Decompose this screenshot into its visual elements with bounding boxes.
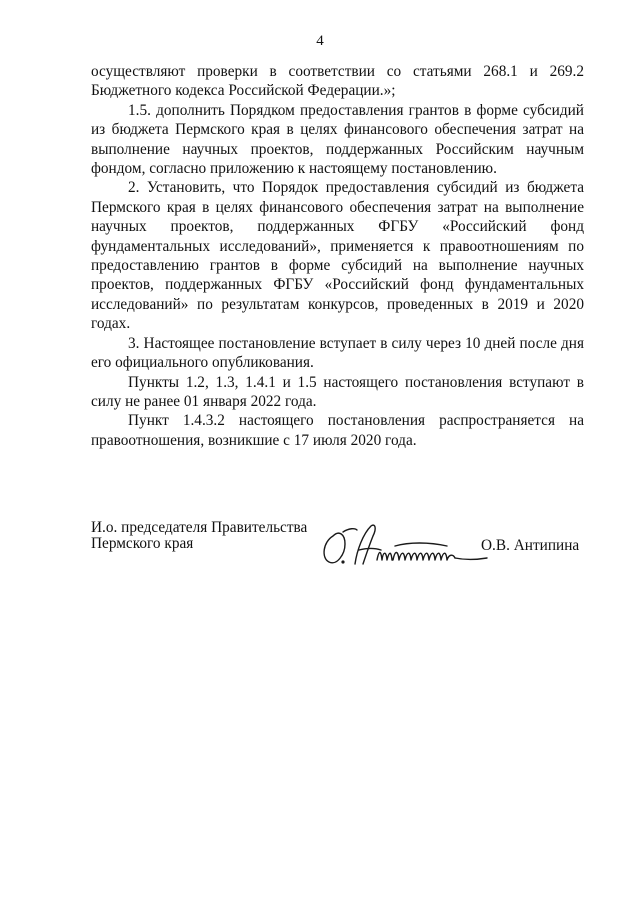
signer-title-line-2: Пермского края	[91, 535, 194, 552]
paragraph-retroactive-clause: Пункт 1.4.3.2 настоящего постановления распространяется на правоотношения, возникшие с 17 июля 2020 года.	[91, 412, 584, 449]
document-body	[91, 62, 584, 450]
signer-title-line-1: И.о. председателя Правительства	[91, 519, 308, 536]
paragraph-item-3: 3. Настоящее постановление вступает в силу через 10 дней после дня его официального опубликования.	[91, 334, 584, 372]
paragraph-effective-date: Пункты 1.2, 1.3, 1.4.1 и 1.5 настоящего постановления вступают в силу не ранее 01 января 2022 года.	[91, 373, 584, 410]
paragraph-item-2: 2. Установить, что Порядок предоставления субсидий из бюджета Пермского края в целях финансового обеспечения затрат на выполнение научных проектов, поддержанных ФГБУ «Российский фонд фундаментальных исследований», применяется к правоотношениям по предоставлению грантов в форме субсидий на выполнение научных проектов, поддержанных ФГБУ «Российский фонд фундаментальных исследований» по результатам конкурсов, проведенных в 2019 и 2020 годах.	[91, 179, 584, 333]
paragraph-continuation: осуществляют проверки в соответствии со статьями 268.1 и 269.2 Бюджетного кодекса Российской Федерации.»;	[91, 63, 584, 100]
paragraph-item-1-5: 1.5. дополнить Порядком предоставления грантов в форме субсидий из бюджета Пермского края в целях финансового обеспечения затрат на выполнение научных проектов, поддержанных Российским научным фондом, согласно приложению к настоящему постановлению.	[91, 101, 584, 178]
handwritten-signature	[319, 520, 489, 568]
signature-block	[91, 520, 584, 570]
signer-name: О.В. Антипина	[481, 537, 580, 554]
page-number: 4	[316, 33, 324, 49]
signer-title	[91, 520, 307, 552]
